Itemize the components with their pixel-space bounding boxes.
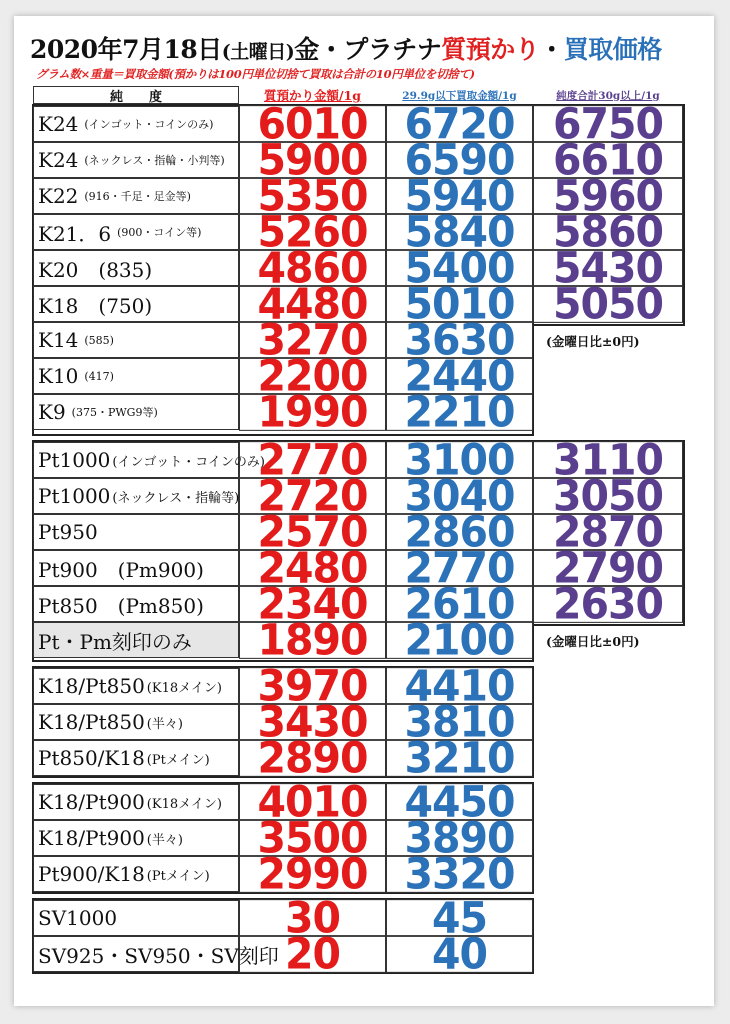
- price-row: [33, 614, 533, 666]
- purity-note: (Ptメイン): [146, 868, 210, 884]
- buy-price: 5400: [386, 249, 533, 287]
- purity-label: [33, 442, 265, 478]
- pawn-price: 2340: [239, 585, 386, 623]
- purity-label: [33, 740, 239, 776]
- title-pawn: 質預かり: [441, 35, 540, 64]
- purity-note: (417): [84, 369, 114, 383]
- purity-name: Pt1000: [38, 448, 111, 472]
- purity-name: Pt・Pm刻印のみ: [38, 629, 192, 654]
- purity-label: [33, 856, 239, 892]
- purity-name: K21．6: [38, 221, 112, 246]
- pawn-price: 1990: [239, 393, 386, 431]
- title-dot: ・: [539, 35, 564, 64]
- purity-name: K18/Pt850: [38, 710, 145, 734]
- purity-note: (916・千足・足金等): [84, 190, 191, 203]
- purity-label: [33, 358, 239, 394]
- purity-label: [33, 784, 239, 820]
- buy-price: 4410: [386, 667, 533, 705]
- purity-note: (半々): [146, 832, 183, 848]
- bulk-buy-price: 3110: [533, 441, 683, 479]
- bulk-buy-price: 5430: [533, 249, 683, 287]
- purity-note: (インゴット・コインのみ): [112, 454, 265, 470]
- purity-name: Pt1000: [38, 484, 111, 508]
- purity-label: [33, 478, 239, 514]
- purity-note: (Ptメイン): [146, 752, 210, 768]
- buy-price: 2100: [386, 621, 533, 659]
- title-date: 2020年7月18日: [30, 35, 222, 64]
- pawn-price: 2720: [239, 477, 386, 515]
- pawn-price: 2200: [239, 357, 386, 395]
- buy-price: 3630: [386, 321, 533, 359]
- buy-price: 3210: [386, 739, 533, 777]
- purity-name: SV1000: [38, 906, 118, 930]
- buy-price: 3100: [386, 441, 533, 479]
- purity-note: (K18メイン): [146, 796, 222, 812]
- pawn-price: 3430: [239, 703, 386, 741]
- buy-price: 2440: [386, 357, 533, 395]
- pawn-price: 6010: [239, 105, 386, 143]
- calculation-note: グラム数×重量＝買取金額(預かりは100円単位切捨て買取は合計の10円単位を切捨て): [36, 67, 475, 81]
- purity-name: Pt900 (Pm900): [38, 557, 204, 582]
- purity-label: [33, 394, 239, 430]
- purity-label: [33, 322, 239, 358]
- header-buy-large: 純度合計30g以上/1g: [556, 89, 660, 102]
- purity-name: K18/Pt850: [38, 674, 145, 698]
- purity-label: [33, 514, 239, 550]
- bulk-buy-price: 3050: [533, 477, 683, 515]
- bulk-buy-price: 5050: [533, 285, 683, 323]
- pawn-price: 3970: [239, 667, 386, 705]
- purity-note: (375・PWG9等): [71, 406, 158, 419]
- purity-label: [33, 142, 239, 178]
- purity-name: SV925・SV950・SV刻印: [38, 943, 279, 968]
- purity-label: [33, 900, 239, 936]
- pawn-price: 4480: [239, 285, 386, 323]
- pawn-price: 5900: [239, 141, 386, 179]
- purity-note: (585): [84, 333, 114, 347]
- buy-price: 6720: [386, 105, 533, 143]
- buy-price: 6590: [386, 141, 533, 179]
- price-row: [33, 732, 533, 784]
- gold-friday-note: (金曜日比±0円): [546, 334, 640, 349]
- purity-name: K20 (835): [38, 257, 153, 282]
- purity-note: (900・コイン等): [117, 226, 202, 239]
- purity-name: K24: [38, 148, 79, 172]
- pawn-price: 30: [239, 899, 386, 937]
- pawn-price: 2770: [239, 441, 386, 479]
- purity-note: (半々): [146, 716, 183, 732]
- purity-label: [33, 178, 239, 214]
- buy-price: 45: [386, 899, 533, 937]
- pawn-price: 20: [239, 935, 386, 973]
- pawn-price: 5350: [239, 177, 386, 215]
- purity-name: K18 (750): [38, 293, 153, 318]
- buy-price: 2610: [386, 585, 533, 623]
- title-metal: 金・プラチナ: [294, 35, 442, 64]
- bulk-buy-price: 5960: [533, 177, 683, 215]
- purity-label: [33, 704, 239, 740]
- price-row: [33, 386, 533, 438]
- pawn-price: 2570: [239, 513, 386, 551]
- purity-label: [33, 106, 239, 142]
- purity-note: (ネックレス・指輪等): [112, 490, 240, 506]
- purity-note: (インゴット・コインのみ): [84, 118, 214, 131]
- bulk-buy-price: 2790: [533, 549, 683, 587]
- price-row: [33, 848, 533, 900]
- purity-note: (K18メイン): [146, 680, 222, 696]
- purity-label: [33, 668, 239, 704]
- purity-name: K10: [38, 364, 79, 388]
- purity-name: Pt850/K18: [38, 746, 145, 770]
- purity-name: K18/Pt900: [38, 826, 145, 850]
- platinum-friday-note: (金曜日比±0円): [546, 634, 640, 649]
- purity-name: K14: [38, 328, 79, 352]
- header-purity: 純 度: [33, 86, 239, 104]
- pawn-price: 2480: [239, 549, 386, 587]
- purity-name: Pt850 (Pm850): [38, 593, 204, 618]
- purity-label: [33, 286, 239, 322]
- buy-price: 5010: [386, 285, 533, 323]
- purity-label: [33, 622, 239, 658]
- bulk-buy-price: 2630: [533, 585, 683, 623]
- purity-name: K22: [38, 184, 79, 208]
- pawn-price: 5260: [239, 213, 386, 251]
- buy-price: 5940: [386, 177, 533, 215]
- purity-name: Pt950: [38, 520, 98, 544]
- pawn-price: 4860: [239, 249, 386, 287]
- pawn-price: 2990: [239, 855, 386, 893]
- purity-note: (ネックレス・指輪・小判等): [84, 154, 225, 167]
- bulk-buy-price: 2870: [533, 513, 683, 551]
- purity-label: [33, 936, 279, 972]
- title-weekday: (土曜日): [221, 41, 295, 63]
- buy-price: 4450: [386, 783, 533, 821]
- bulk-buy-price: 6610: [533, 141, 683, 179]
- page-title: [30, 30, 662, 66]
- price-row: [33, 928, 533, 980]
- buy-price: 40: [386, 935, 533, 973]
- buy-price: 2770: [386, 549, 533, 587]
- purity-name: K24: [38, 112, 79, 136]
- purity-label: [33, 214, 239, 250]
- buy-price: 2860: [386, 513, 533, 551]
- purity-label: [33, 820, 239, 856]
- purity-name: Pt900/K18: [38, 862, 145, 886]
- bulk-buy-price: 5860: [533, 213, 683, 251]
- pawn-price: 4010: [239, 783, 386, 821]
- buy-price: 3810: [386, 703, 533, 741]
- buy-price: 3320: [386, 855, 533, 893]
- pawn-price: 2890: [239, 739, 386, 777]
- purity-name: K9: [38, 400, 66, 424]
- buy-price: 3890: [386, 819, 533, 857]
- pawn-price: 1890: [239, 621, 386, 659]
- purity-label: [33, 586, 239, 622]
- buy-price: 5840: [386, 213, 533, 251]
- pawn-price: 3500: [239, 819, 386, 857]
- title-buy: 買取価格: [563, 35, 662, 64]
- bulk-buy-price: 6750: [533, 105, 683, 143]
- header-pawn: 質預かり金額/1g: [263, 88, 361, 103]
- purity-label: [33, 550, 239, 586]
- buy-price: 2210: [386, 393, 533, 431]
- header-buy-small: 29.9g以下買取金額/1g: [402, 89, 517, 102]
- purity-label: [33, 250, 239, 286]
- pawn-price: 3270: [239, 321, 386, 359]
- purity-name: K18/Pt900: [38, 790, 145, 814]
- buy-price: 3040: [386, 477, 533, 515]
